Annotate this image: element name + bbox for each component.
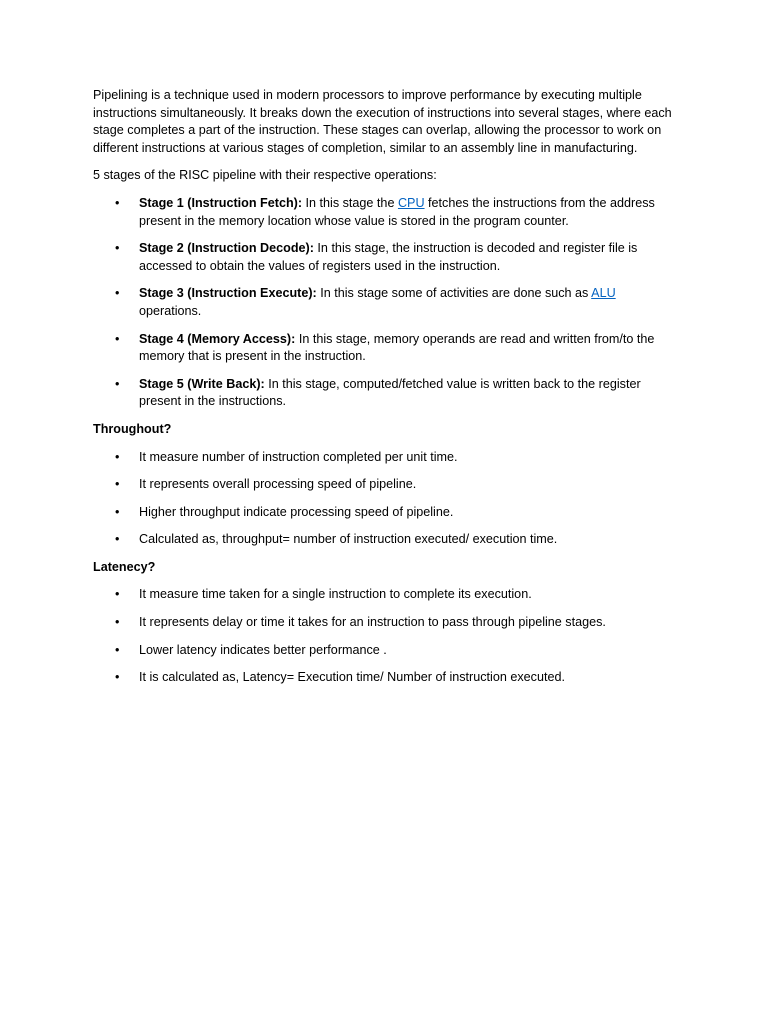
list-item xyxy=(93,449,673,467)
stage-text: operations. xyxy=(139,303,202,318)
list-item-text: It measure time taken for a single instruction to complete its execution. xyxy=(139,587,532,602)
bullet-icon: • xyxy=(115,615,120,630)
list-item-stage-4 xyxy=(93,331,673,366)
stage-label: Stage 4 (Memory Access): xyxy=(139,331,296,346)
bullet-icon: • xyxy=(115,449,120,464)
stage-label: Stage 5 (Write Back): xyxy=(139,376,265,391)
bullet-icon: • xyxy=(115,587,120,602)
stage-text: In this stage, the instruction is decoded and register file is accessed to obtain the values of registers used in the instruction. xyxy=(139,241,638,273)
alu-link[interactable]: ALU xyxy=(591,286,616,301)
list-item xyxy=(93,614,673,632)
list-item xyxy=(93,504,673,522)
list-item-stage-5 xyxy=(93,376,673,411)
bullet-icon: • xyxy=(115,642,120,657)
list-item-text: It represents overall processing speed of pipeline. xyxy=(139,477,417,492)
list-item xyxy=(93,476,673,494)
bullet-icon: • xyxy=(115,195,120,210)
list-item-stage-2 xyxy=(93,240,673,275)
bullet-icon: • xyxy=(115,286,120,301)
stage-text: In this stage, memory operands are read and written from/to the memory that is present in the instruction. xyxy=(139,331,655,364)
cpu-link[interactable]: CPU xyxy=(397,195,425,210)
stage-text: In this stage, computed/fetched value is written back to the register present in the instructions. xyxy=(139,376,641,409)
bullet-icon: • xyxy=(115,477,120,492)
stage-label: Stage 1 (Instruction Fetch): xyxy=(139,195,303,210)
stages-list xyxy=(93,195,673,411)
throughput-list xyxy=(93,449,673,549)
document-page xyxy=(93,87,673,697)
list-item-text: Calculated as, throughput= number of instruction executed/ execution time. xyxy=(139,532,558,547)
stage-text: fetches the instructions from the address present in the memory location whose value is stored in the program counter. xyxy=(139,195,655,228)
bullet-icon: • xyxy=(115,532,120,547)
bullet-icon: • xyxy=(115,504,120,519)
list-item xyxy=(93,642,673,660)
stage-label: Stage 2 (Instruction Decode): xyxy=(139,241,314,256)
list-item xyxy=(93,531,673,549)
throughput-heading: Throughout? xyxy=(93,421,172,436)
latency-list xyxy=(93,586,673,686)
stage-text: In this stage some of activities are done such as xyxy=(316,286,592,301)
list-item-text: Higher throughput indicate processing speed of pipeline. xyxy=(139,504,454,519)
list-item-text: Lower latency indicates better performance . xyxy=(139,642,387,657)
list-item-stage-1 xyxy=(93,195,673,230)
latency-heading: Latenecy? xyxy=(93,559,156,574)
list-item-text: It measure number of instruction completed per unit time. xyxy=(139,449,458,464)
bullet-icon: • xyxy=(115,241,120,256)
list-item-text: It represents delay or time it takes for an instruction to pass through pipeline stages. xyxy=(139,615,606,630)
intro-paragraph: Pipelining is a technique used in modern processors to improve performance by executing multiple instructions simultaneously. It breaks down the execution of instructions into several stages, where each stage completes a part of the instruction. These stages can overlap, allowing the processor to work on different instructions at various stages of completion, similar to an assembly line in manufacturing. xyxy=(93,88,672,155)
bullet-icon: • xyxy=(115,376,120,391)
list-item xyxy=(93,586,673,604)
stage-text: In this stage the xyxy=(302,195,398,210)
list-item xyxy=(93,669,673,687)
stages-intro: 5 stages of the RISC pipeline with their respective operations: xyxy=(93,168,437,183)
list-item-text: It is calculated as, Latency= Execution time/ Number of instruction executed. xyxy=(139,670,565,685)
list-item-stage-3 xyxy=(93,285,673,320)
bullet-icon: • xyxy=(115,670,120,685)
stage-label: Stage 3 (Instruction Execute): xyxy=(139,286,317,301)
bullet-icon: • xyxy=(115,331,120,346)
